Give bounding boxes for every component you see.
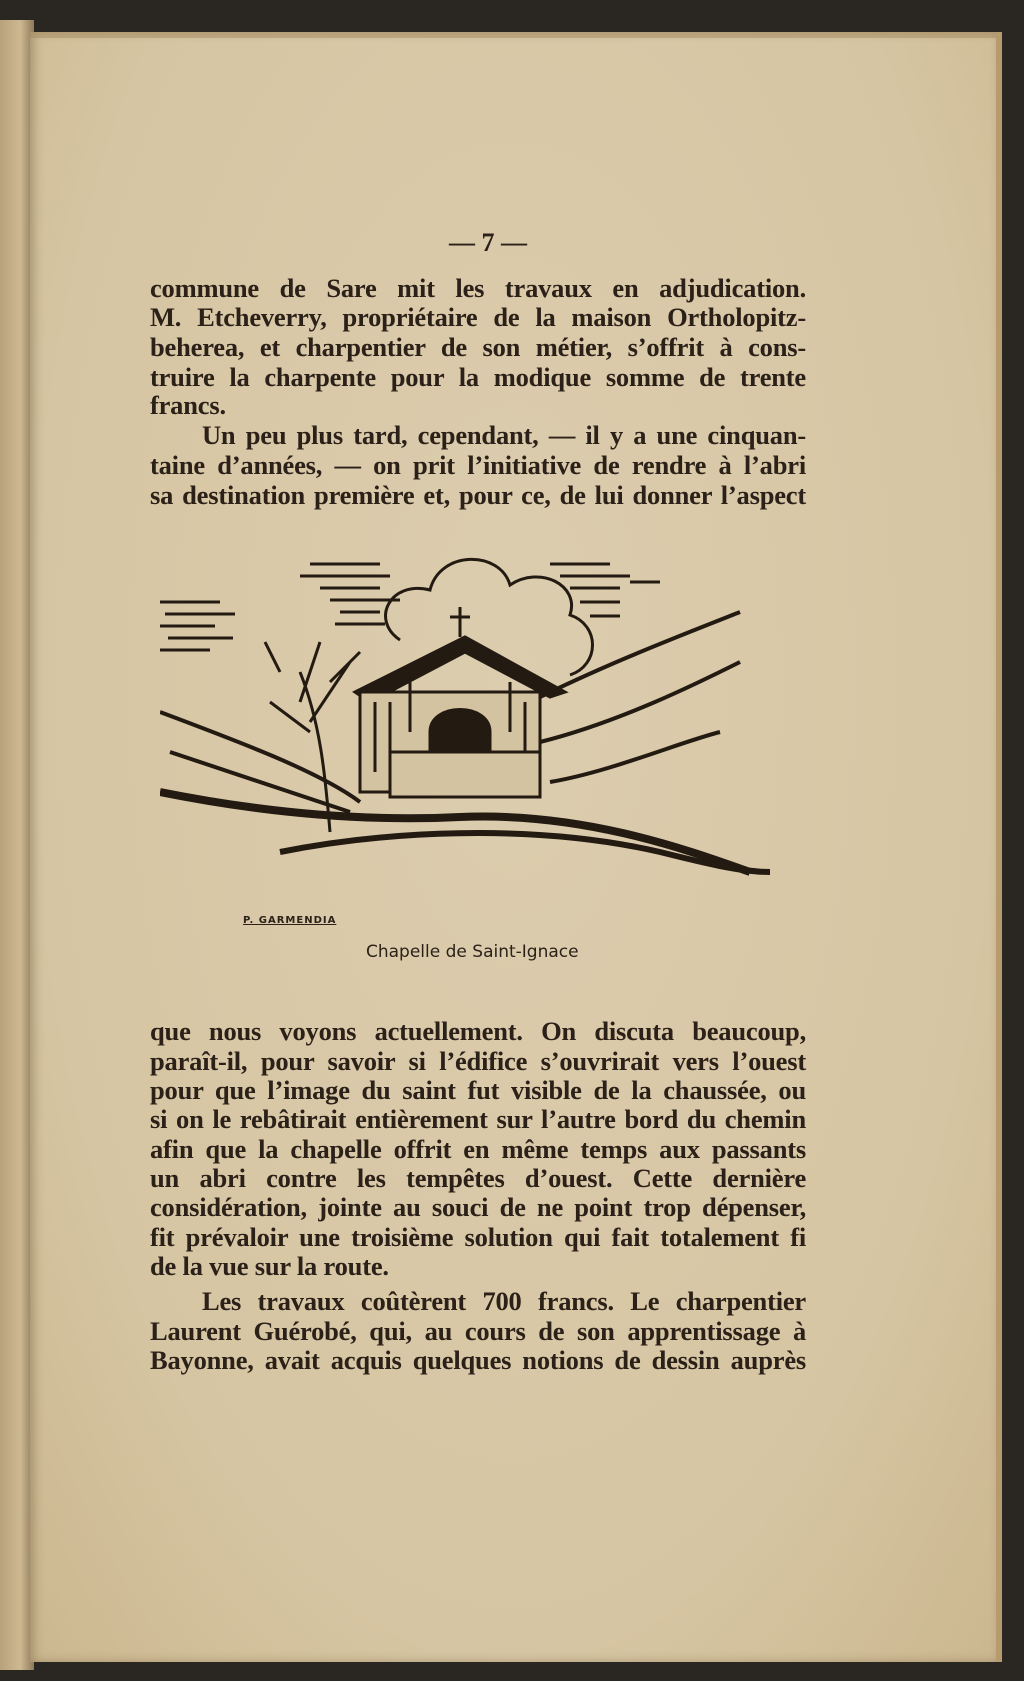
text-line: fit prévaloir une troisième solution qui fait totalement fi [150,1222,806,1252]
chapel-illustration [160,552,810,942]
illustration-caption: Chapelle de Saint-Ignace [366,942,579,962]
clouds [160,559,660,675]
text-line: sa destination première et, pour ce, de lui donner l’aspect [150,480,806,510]
text-line: que nous voyons actuellement. On discuta beaucoup, [150,1016,806,1046]
text-line: de la vue sur la route. [150,1251,389,1281]
text-line: pour que l’image du saint fut visible de la chaussée, ou [150,1075,806,1105]
chapel [355,607,565,797]
text-line: Les travaux coûtèrent 700 francs. Le charpentier [202,1286,806,1316]
tree [265,642,360,832]
text-line: Bayonne, avait acquis quelques notions de dessin auprès [150,1345,806,1375]
text-line: paraît-il, pour savoir si l’édifice s’ouvrirait vers l’ouest [150,1046,806,1076]
text-line: taine d’années, — on prit l’initiative de rendre à l’abri [150,450,806,480]
text-line: si on le rebâtirait entièrement sur l’autre bord du chemin [150,1104,806,1134]
text-line: M. Etcheverry, propriétaire de la maison Ortholopitz- [150,302,806,332]
page-number: — 7 — [449,228,527,257]
text-line: commune de Sare mit les travaux en adjudication. [150,273,806,303]
artist-signature: P. GARMENDIA [243,915,337,926]
text-line: Laurent Guérobé, qui, au cours de son apprentissage à [150,1316,806,1346]
text-line: beherea, et charpentier de son métier, s’offrit à cons- [150,332,806,362]
text-line: Un peu plus tard, cependant, — il y a une cinquan- [202,420,806,450]
text-line: francs. [150,390,226,420]
text-line: un abri contre les tempêtes d’ouest. Cette dernière [150,1163,806,1193]
text-line: truire la charpente pour la modique somme de trente [150,362,806,392]
text-line: considération, jointe au souci de ne point trop dépenser, [150,1192,806,1222]
text-line: afin que la chapelle offrit en même temps aux passants [150,1134,806,1164]
facing-page-edge [0,20,34,1670]
